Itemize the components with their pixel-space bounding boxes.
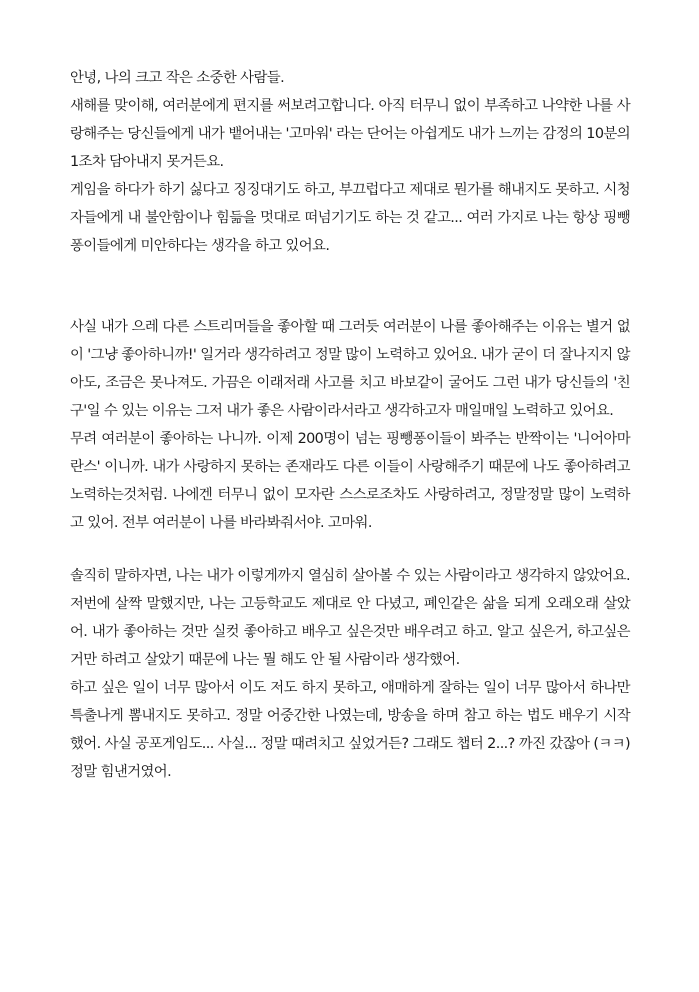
paragraph-spacer [70,537,630,562]
paragraph: 무려 여러분이 좋아하는 나니까. 이제 200명이 넘는 핑뺑퐁이들이 봐주는 반짝이는 '니어아마란스' 이니까. 내가 사랑하지 못하는 존재라도 다른 이들이 사랑해주기 때문에 나도 좋아하려고 노력하는것처럼. 나에겐 터무니 없이 모자란 스스로조차도 사랑하려고, 정말정말 많이 노력하고 있어. 전부 여러분이 나를 바라봐줘서야. 고마워. [70,431,630,531]
paragraph: 하고 싶은 일이 너무 많아서 이도 저도 하지 못하고, 애매하게 잘하는 일이 너무 많아서 하나만 특출나게 뽐내지도 못하고. 정말 어중간한 나였는데, 방송을 하며 참고 하는 법도 배우기 시작했어. 사실 공포게임도... 사실... 정말 때려치고 싶었거든? 그래도 챕터 2...? 까진 갔잖아 (ㅋㅋ) 정말 힘낸거였어. [70,680,630,780]
paragraph: 솔직히 말하자면, 나는 내가 이렇게까지 열심히 살아볼 수 있는 사람이라고 생각하지 않았어요. 저번에 살짝 말했지만, 나는 고등학교도 제대로 안 다녔고, 폐인같은 삶을 되게 오래오래 살았어. 내가 좋아하는 것만 실컷 좋아하고 배우고 싶은것만 배우려고 하고. 알고 싶은거, 하고싶은거만 하려고 살았기 때문에 나는 뭘 해도 안 될 사람이라 생각했어. [70,568,630,668]
paragraph: 사실 내가 으레 다른 스트리머들을 좋아할 때 그러듯 여러분이 나를 좋아해주는 이유는 별거 없이 '그냥 좋아하니까!' 일거라 생각하려고 정말 많이 노력하고 있어요. 내가 굳이 더 잘나지지 않아도, 조금은 못나져도. 가끔은 이래저래 사고를 치고 바보같이 굴어도 그런 내가 당신들의 '친구'일 수 있는 이유는 그저 내가 좋은 사람이라서라고 생각하고자 매일매일 노력하고 있어요. [70,319,630,419]
letter-page [70,64,630,786]
greeting-line: 안녕, 나의 크고 작은 소중한 사람들. [70,70,285,86]
paragraph-spacer [70,260,630,313]
paragraph: 게임을 하다가 하기 싫다고 징징대기도 하고, 부끄럽다고 제대로 뭔가를 해내지도 못하고. 시청자들에게 내 불안함이나 힘듦을 멋대로 떠넘기기도 하는 것 같고... 여러 가지로 나는 항상 핑뺑퐁이들에게 미안하다는 생각을 하고 있어요. [70,182,630,254]
paragraph: 새해를 맞이해, 여러분에게 편지를 써보려고합니다. 아직 터무니 없이 부족하고 나약한 나를 사랑해주는 당신들에게 내가 뱉어내는 '고마워' 라는 단어는 아쉽게도 내가 느끼는 감정의 10분의 1조차 담아내지 못거든요. [70,98,630,170]
